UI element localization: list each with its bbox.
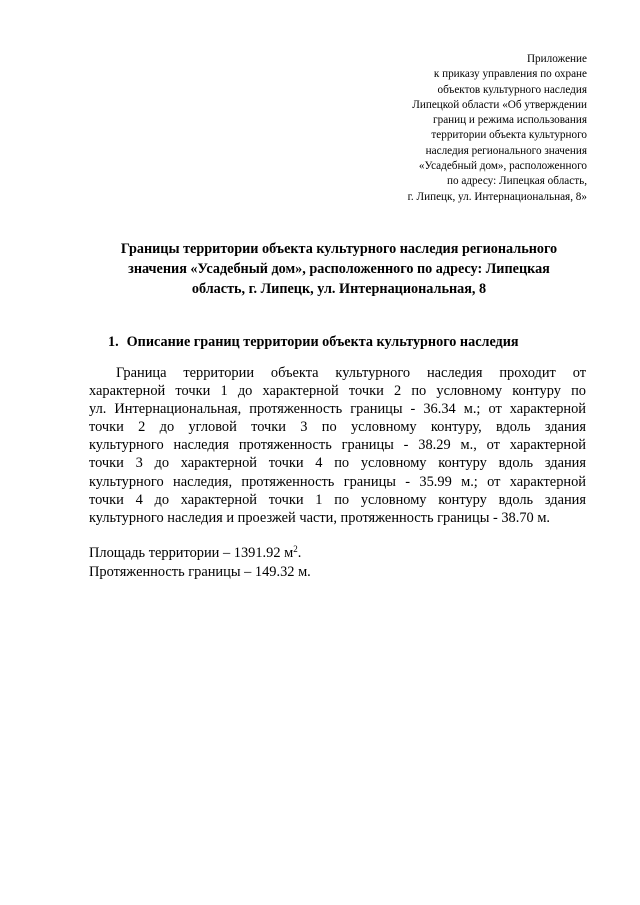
paragraph-line: ул. Интернациональная, протяженность границы - 36.34 м.; от характерной	[89, 401, 586, 418]
appendix-line: к приказу управления по охране	[433, 68, 587, 81]
title-line: область, г. Липецк, ул. Интернациональная, 8	[191, 280, 487, 297]
paragraph-line: Граница территории объекта культурного наследия проходит от	[116, 365, 586, 381]
appendix-line: «Усадебный дом», расположенного	[418, 160, 587, 173]
paragraph-line: культурного наследия и проезжей части, протяженность границы - 38.70 м.	[89, 509, 551, 526]
paragraph-line: культурного наследия протяженность границы - 38.29 м., от характерной	[89, 437, 586, 454]
paragraph-line: точки 4 до характерной точки 1 по условному контуру вдоль здания	[89, 491, 586, 508]
paragraph-line: характерной точки 1 до характерной точки 2 по условному контуру по	[89, 383, 586, 400]
appendix-line: объектов культурного наследия	[437, 83, 587, 96]
summary-block	[89, 540, 311, 581]
area-end: .	[297, 545, 302, 561]
title-line: Границы территории объекта культурного наследия регионального	[120, 241, 558, 257]
title-line: значения «Усадебный дом», расположенного по адресу: Липецкая	[128, 260, 550, 277]
appendix-line: г. Липецк, ул. Интернациональная, 8»	[407, 190, 587, 203]
appendix-line: Приложение	[526, 53, 587, 65]
paragraph-line: точки 3 до характерной точки 4 по условному контуру вдоль здания	[89, 455, 586, 472]
boundary-description	[89, 364, 586, 527]
paragraph-line: точки 2 до угловой точки 3 по условному контуру, вдоль здания	[89, 419, 586, 436]
appendix-line: территории объекта культурного	[431, 129, 587, 142]
section-heading	[108, 333, 519, 351]
appendix-line: по адресу: Липецкая область,	[446, 175, 587, 188]
section-number: 1.	[108, 334, 119, 350]
area-unit-superscript: 2	[293, 544, 298, 554]
boundary-length-line: Протяженность границы – 149.32 м.	[89, 563, 311, 580]
appendix-line: границ и режима использования	[433, 114, 587, 127]
area-line	[89, 540, 311, 563]
appendix-line: Липецкой области «Об утверждении	[412, 98, 587, 111]
appendix-line: наследия регионального значения	[425, 144, 587, 157]
section-title: Описание границ территории объекта культурного наследия	[126, 334, 519, 350]
document-title	[78, 240, 600, 299]
area-text: Площадь территории – 1391.92 м	[89, 545, 294, 561]
appendix-note	[327, 52, 587, 205]
paragraph-line: культурного наследия, протяженность границы - 35.99 м.; от характерной	[89, 473, 586, 490]
